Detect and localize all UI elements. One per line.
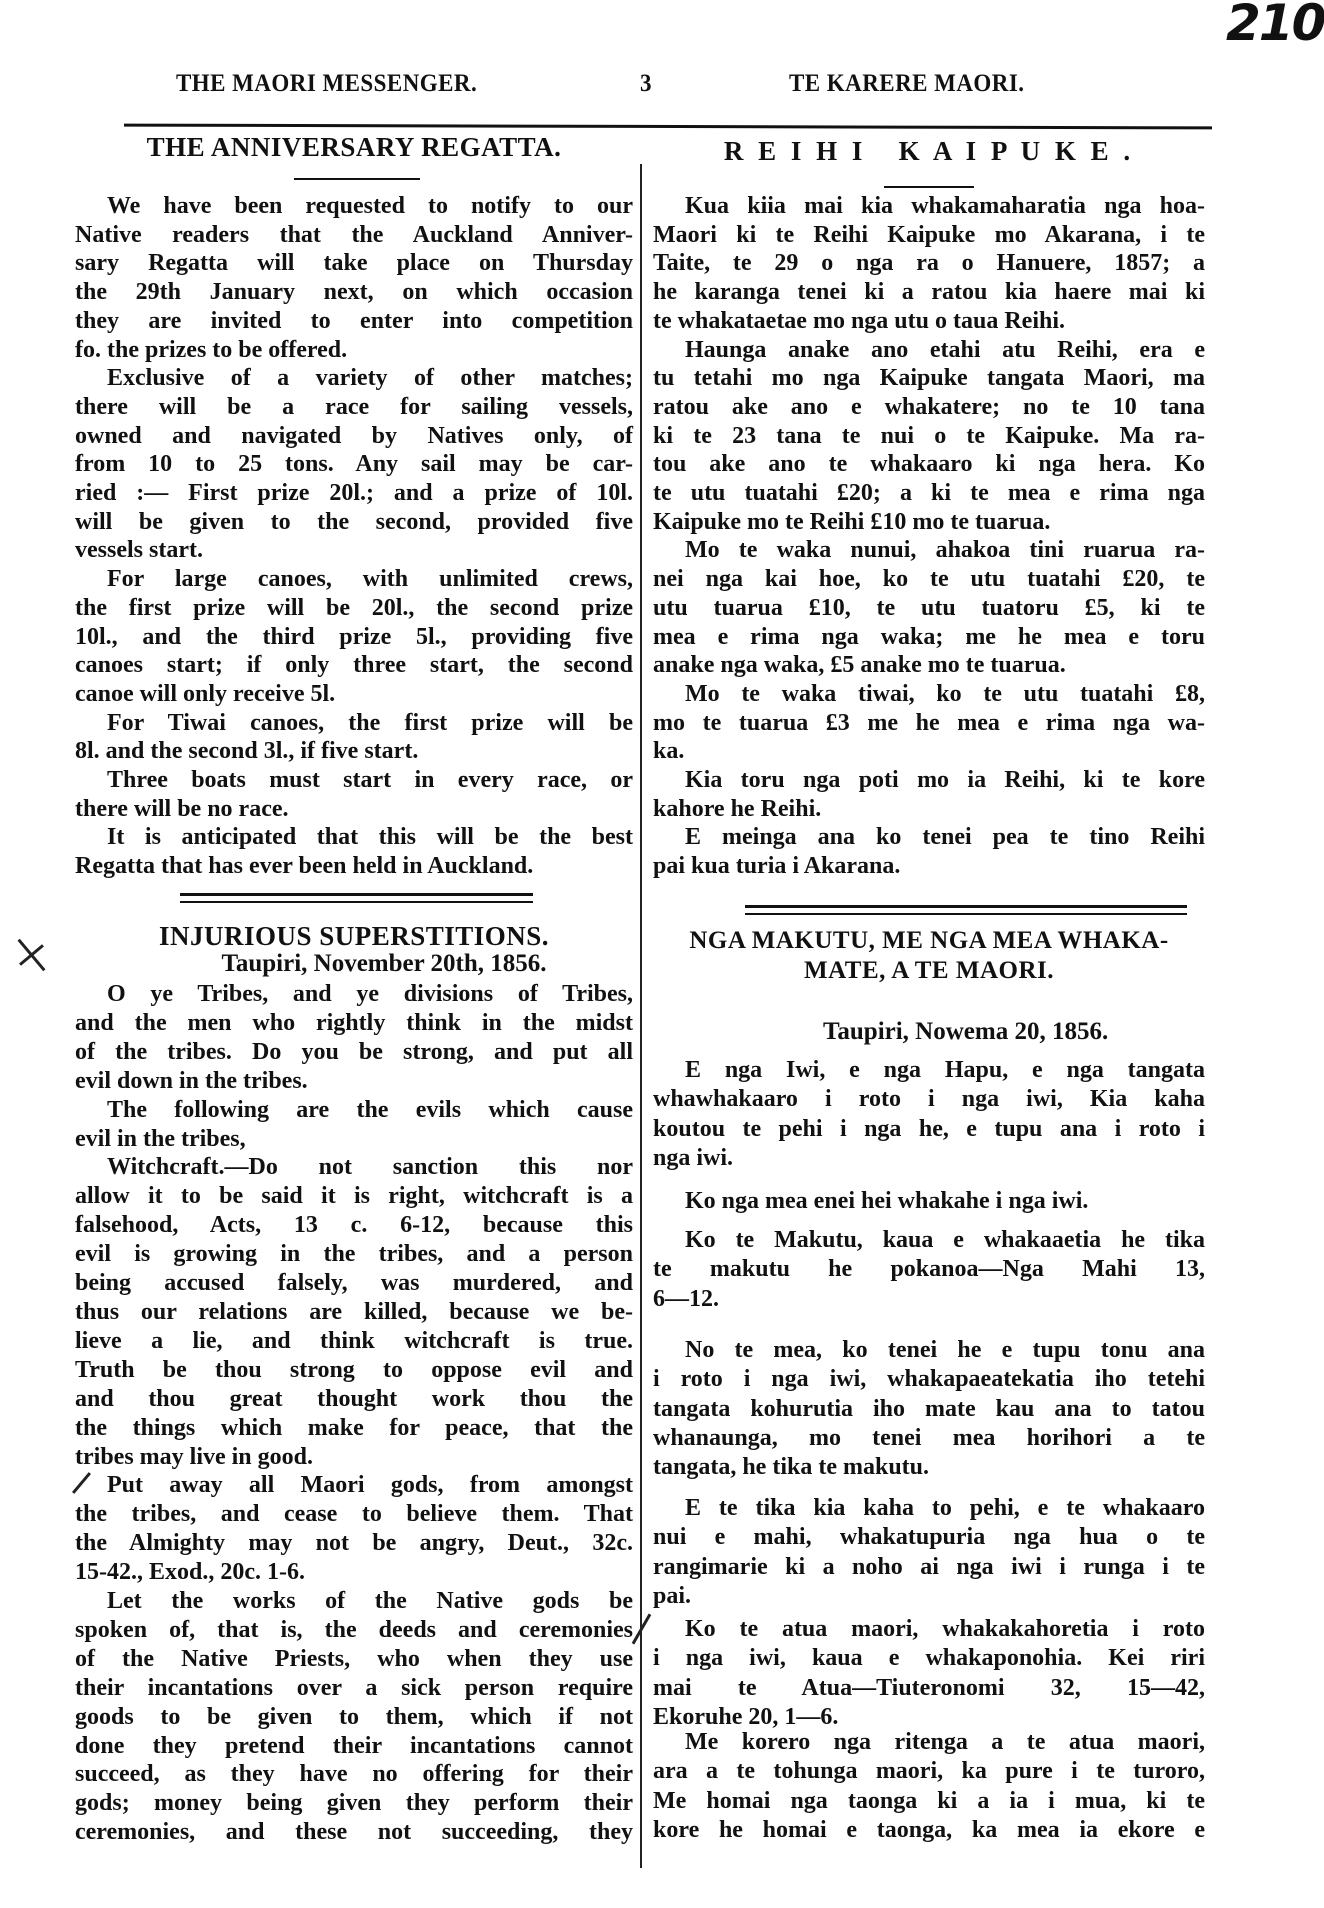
double-rule-bottom (745, 913, 1187, 915)
text-line: We have been requested to notify to our (107, 193, 633, 219)
text-line: te utu tuatahi £20; a ki te mea e rima nga (653, 480, 1205, 507)
text-line: done they pretend their incantations cannot (75, 1732, 633, 1759)
handwritten-page-number: 210 (1226, 0, 1324, 52)
text-line: It is anticipated that this will be the best (107, 824, 633, 851)
paragraph (653, 1187, 1205, 1216)
text-line: ka. (653, 738, 685, 765)
double-rule-top (745, 905, 1187, 908)
title-rule (294, 178, 420, 180)
text-line: the 29th January next, on which occasion (75, 279, 633, 306)
text-line: Kaipuke mo te Reihi £10 mo te tuarua. (653, 508, 1051, 535)
text-line: Let the works of the Native gods be (107, 1588, 633, 1615)
page-number: 3 (640, 70, 652, 97)
text-line: tu tetahi mo nga Kaipuke tangata Maori, ma (653, 365, 1205, 392)
article-body-regatta (75, 192, 633, 881)
article-body-reihi-kaipuke (653, 192, 1205, 881)
text-line: 15-42., Exod., 20c. 1-6. (75, 1559, 305, 1586)
text-line: E nga Iwi, e nga Hapu, e nga tangata (685, 1057, 1205, 1083)
paragraph (75, 364, 633, 565)
text-line: they are invited to enter into competition (75, 307, 633, 334)
text-line: i roto i nga iwi, whakapaeatekatia iho tetehi (653, 1366, 1205, 1393)
paragraph (75, 1587, 633, 1847)
text-line: mo te tuarua £3 me he mea e rima nga wa- (653, 709, 1205, 736)
text-line: sary Regatta will take place on Thursday (75, 250, 633, 277)
article-title-superstitions: INJURIOUS SUPERSTITIONS. (158, 921, 550, 951)
masthead-maori: TE KARERE MAORI. (789, 70, 1025, 97)
text-line: E te tika kia kaha to pehi, e te whakaaro (685, 1495, 1205, 1521)
double-rule-bottom (180, 901, 533, 903)
text-line: Truth be thou strong to oppose evil and (75, 1356, 633, 1383)
text-line: Ko nga mea enei hei whakahe i nga iwi. (685, 1188, 1089, 1214)
paragraph (653, 192, 1205, 336)
text-line: tou ake ano te whakaaro ki nga hera. Ko (653, 451, 1205, 478)
text-line: No te mea, ko tenei he e tupu tonu ana (685, 1337, 1205, 1363)
text-line: mea e rima nga waka; me he mea e toru (653, 623, 1205, 650)
text-line: succeed, as they have no offering for their (75, 1761, 633, 1788)
article-title-regatta: THE ANNIVERSARY REGATTA. (146, 132, 562, 162)
text-line: nui e mahi, whakatupuria nga hua o te (653, 1524, 1205, 1551)
text-line: Three boats must start in every race, or (107, 767, 633, 794)
text-line: For large canoes, with unlimited crews, (107, 566, 633, 593)
text-line: goods to be given to them, which if not (75, 1703, 633, 1730)
paragraph (75, 192, 633, 364)
text-line: canoe will only receive 5l. (75, 680, 336, 707)
text-line: spoken of, that is, the deeds and ceremonies (75, 1616, 633, 1643)
text-line: whawhakaaro i roto i nga iwi, Kia kaha (653, 1086, 1205, 1113)
text-line: there will be a race for sailing vessels, (75, 393, 633, 420)
text-line: gods; money being given they perform their (75, 1790, 633, 1817)
text-line: of the tribes. Do you be strong, and put all (75, 1038, 633, 1065)
paragraph (75, 980, 633, 1096)
paragraph (75, 1096, 633, 1154)
dateline: Taupiri, November 20th, 1856. (221, 950, 547, 977)
text-line: Witchcraft.—Do not sanction this nor (107, 1154, 633, 1181)
text-line: owned and navigated by Natives only, of (75, 422, 633, 449)
text-line: Maori ki te Reihi Kaipuke mo Akarana, i te (653, 221, 1205, 248)
text-line: Put away all Maori gods, from amongst (107, 1472, 633, 1499)
text-line: mai te Atua—Tiuteronomi 32, 15—42, (653, 1674, 1205, 1701)
text-line: pai kua turia i Akarana. (653, 853, 901, 880)
text-line: Haunga anake ano etahi atu Reihi, era e (685, 336, 1205, 363)
text-line: anake nga waka, £5 anake mo te tuarua. (653, 652, 1066, 679)
text-line: E meinga ana ko tenei pea te tino Reihi (685, 824, 1205, 851)
text-line: ara a te tohunga maori, ka pure i te turoro, (653, 1758, 1205, 1785)
article-title-reihi-kaipuke: R E I H I K A I P U K E . (723, 136, 1135, 166)
text-line: falsehood, Acts, 13 c. 6-12, because this (75, 1212, 633, 1239)
text-line: ratou ake ano e whakatere; no te 10 tana (653, 393, 1205, 420)
paragraph (653, 680, 1205, 766)
header-rule (124, 124, 1212, 130)
dateline: Taupiri, Nowema 20, 1856. (823, 1018, 1109, 1045)
text-line: Me korero nga ritenga a te atua maori, (685, 1729, 1205, 1755)
text-line: evil in the tribes, (75, 1125, 246, 1152)
text-line: Native readers that the Auckland Anniver- (75, 221, 633, 248)
paragraph (75, 709, 633, 766)
text-line: there will be no race. (75, 795, 289, 822)
title-rule (884, 186, 974, 188)
text-line: For Tiwai canoes, the first prize will be (107, 709, 633, 736)
text-line: canoes start; if only three start, the second (75, 652, 633, 679)
text-line: 10l., and the third prize 5l., providing five (75, 623, 633, 650)
paragraph (75, 823, 633, 880)
text-line: koutou te pehi i nga he, e tupu ana i roto i (653, 1115, 1205, 1142)
text-line: vessels start. (75, 537, 203, 564)
pencil-pointer-mark (632, 1614, 652, 1645)
text-line: evil down in the tribes. (75, 1067, 308, 1094)
text-line: ki te 23 tana te nui o te Kaipuke. Ma ra- (653, 422, 1205, 449)
paragraph (75, 766, 633, 823)
column-divider (640, 164, 642, 1868)
text-line: being accused falsely, was murdered, and (75, 1270, 633, 1297)
text-line: their incantations over a sick person require (75, 1674, 633, 1701)
text-line: Kia toru nga poti mo ia Reihi, ki te kore (685, 767, 1205, 794)
text-line: kahore he Reihi. (653, 795, 822, 822)
text-line: allow it to be said it is right, witchcraft is a (75, 1183, 633, 1210)
text-line: Mo te waka tiwai, ko te utu tuatahi £8, (685, 680, 1205, 707)
masthead-english: THE MAORI MESSENGER. (176, 70, 478, 97)
text-line: utu tuarua £10, te utu tuatoru £5, ki te (653, 594, 1205, 621)
text-line: pai. (653, 1582, 692, 1609)
text-line: and thou great thought work thou the (75, 1385, 633, 1412)
text-line: The following are the evils which cause (107, 1096, 633, 1123)
text-line: nga iwi. (653, 1144, 734, 1171)
text-line: will be given to the second, provided five (75, 508, 633, 535)
text-line: ceremonies, and these not succeeding, they (75, 1819, 633, 1846)
text-line: Me homai nga taonga ki a ia i mua, ki te (653, 1787, 1205, 1814)
paragraph (653, 1056, 1205, 1173)
text-line: lieve a lie, and think witchcraft is true. (75, 1327, 633, 1354)
text-line: evil is growing in the tribes, and a person (75, 1241, 633, 1268)
text-line: ried :— First prize 20l.; and a prize of 10l. (75, 480, 633, 507)
text-line: he karanga tenei ki a ratou kia haere mai ki (653, 279, 1205, 306)
text-line: tangata kohurutia iho mate kau ana to tatou (653, 1395, 1205, 1422)
text-line: fo. the prizes to be offered. (75, 336, 348, 363)
text-line: te makutu he pokanoa—Nga Mahi 13, (653, 1256, 1205, 1283)
text-line: Ekoruhe 20, 1—6. (653, 1703, 839, 1730)
text-line: nei nga kai hoe, ko te utu tuatahi £20, te (653, 566, 1205, 593)
text-line: tribes may live in good. (75, 1443, 313, 1470)
paragraph (653, 823, 1205, 880)
text-line: 8l. and the second 3l., if five start. (75, 738, 419, 765)
paragraph (653, 1728, 1205, 1845)
paragraph (653, 536, 1205, 680)
paragraph (653, 766, 1205, 823)
paragraph (653, 1615, 1205, 1732)
text-line: Kua kiia mai kia whakamaharatia nga hoa- (685, 193, 1205, 219)
text-line: Ko te Makutu, kaua e whakaaetia he tika (685, 1227, 1205, 1253)
paragraph (75, 565, 633, 709)
paragraph (653, 336, 1205, 537)
paragraph (75, 1471, 633, 1587)
text-line: whanaunga, mo tenei mea horihori a te (653, 1424, 1205, 1451)
text-line: Exclusive of a variety of other matches; (107, 365, 633, 392)
text-line: i nga iwi, kaua e whakaponohia. Kei riri (653, 1645, 1205, 1672)
text-line: the things which make for peace, that the (75, 1414, 633, 1441)
text-line: rangimarie ki a noho ai nga iwi i runga i te (653, 1553, 1205, 1580)
text-line: and the men who rightly think in the midst (75, 1009, 633, 1036)
text-line: 6—12. (653, 1285, 719, 1312)
text-line: the Almighty may not be angry, Deut., 32c. (75, 1530, 633, 1557)
article-title-makutu-line1: NGA MAKUTU, ME NGA MEA WHAKA- (689, 927, 1169, 954)
text-line: the first prize will be 20l., the second prize (75, 594, 633, 621)
text-line: tangata, he tika te makutu. (653, 1454, 930, 1481)
paragraph (653, 1494, 1205, 1611)
text-line: Regatta that has ever been held in Auckland. (75, 853, 534, 880)
text-line: Mo te waka nunui, ahakoa tini ruarua ra- (685, 537, 1205, 564)
text-line: O ye Tribes, and ye divisions of Tribes, (107, 981, 633, 1007)
paragraph (653, 1226, 1205, 1314)
text-line: te whakataetae mo nga utu o taua Reihi. (653, 307, 1065, 334)
text-line: Ko te atua maori, whakakahoretia i roto (685, 1616, 1205, 1642)
text-line: from 10 to 25 tons. Any sail may be car- (75, 451, 633, 478)
text-line: kore he homai e taonga, ka mea ia ekore e (653, 1816, 1205, 1843)
double-rule-top (180, 893, 533, 896)
paragraph (653, 1336, 1205, 1482)
paragraph (75, 1153, 633, 1471)
text-line: thus our relations are killed, because we be- (75, 1298, 633, 1325)
text-line: Taite, te 29 o nga ra o Hanuere, 1857; a (653, 250, 1205, 277)
article-title-makutu-line2: MATE, A TE MAORI. (804, 957, 1054, 984)
text-line: the tribes, and cease to believe them. That (75, 1501, 633, 1528)
article-body-superstitions (75, 980, 633, 1847)
text-line: of the Native Priests, who when they use (75, 1645, 633, 1672)
